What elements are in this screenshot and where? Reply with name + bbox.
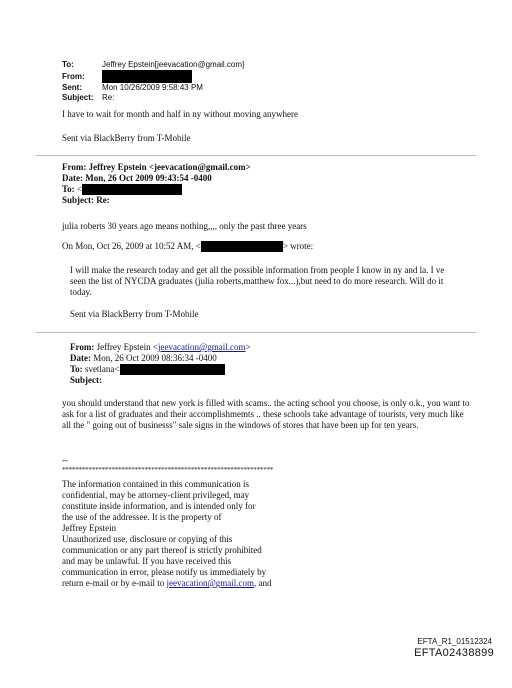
subject-value: Re:: [96, 195, 110, 206]
msg1-body: I have to wait for month and half in ny without moving anywhere: [62, 109, 298, 119]
signature-dashes: --: [62, 455, 68, 465]
from-name: Jeffrey Epstein <: [96, 342, 158, 352]
redaction-block: [201, 241, 283, 252]
bates-stamp-1: EFTA_R1_01512324: [417, 637, 492, 646]
to-value: <: [76, 184, 83, 194]
msg2-quote-intro: [62, 241, 482, 252]
msg3-body: you should understand that new york is filled with scams.. the acting school you choose, is only o.k., you want to ask for a list of graduates and their accomplishmemts .. these schools take advantage of tourists, very much like all the " going out of businesss" sale signs in the windows of stores that have been up for ten years.: [62, 398, 470, 430]
subject-label: Subject:: [62, 195, 94, 206]
msg1-signature: Sent via BlackBerry from T-Mobile: [62, 133, 191, 143]
redaction-block: [82, 184, 182, 195]
from-label: From:: [62, 162, 87, 172]
msg2-body: julia roberts 30 years ago means nothing,,,, only the past three years: [62, 221, 307, 231]
to-value: svetlana<: [84, 364, 120, 374]
msg2-from-row: [62, 162, 462, 173]
msg1-header: [62, 60, 442, 103]
bates-stamp-2: EFTA02438899: [414, 647, 494, 659]
msg3-subject-row: [70, 375, 470, 386]
msg2-to-row: [62, 184, 462, 195]
divider: [36, 332, 476, 333]
msg1-subject-row: [62, 93, 442, 103]
msg2-header: [62, 162, 462, 206]
subject-label: Subject:: [62, 93, 94, 102]
msg2-subject-row: [62, 195, 462, 206]
divider: [36, 155, 476, 156]
msg2-quote-signature: Sent via BlackBerry from T-Mobile: [70, 309, 199, 319]
disclaimer-line: confidential, may be attorney-client privileged, may: [62, 490, 250, 500]
msg1-sent-row: [62, 83, 442, 93]
date-value: Mon, 26 Oct 2009 08:36:34 -0400: [93, 353, 217, 363]
quote-intro-end: > wrote:: [282, 241, 314, 251]
disclaimer-line: Unauthorized use, disclosure or copying of this: [62, 534, 233, 544]
from-label: From:: [70, 342, 95, 352]
subject-value: Re:: [102, 93, 115, 102]
footer-email-link[interactable]: jeevacation@gmail.com: [166, 578, 254, 588]
quote-intro-text: On Mon, Oct 26, 2009 at 10:52 AM, <: [62, 241, 201, 251]
sent-value: Mon 10/26/2009 9:58:43 PM: [102, 83, 203, 92]
to-value: Jeffrey Epstein[jeevacation@gmail.com]: [102, 60, 245, 69]
disclaimer-line: Jeffrey Epstein: [62, 523, 117, 533]
to-label: To:: [70, 364, 83, 374]
last-line-end: , and: [253, 578, 272, 588]
from-email-link[interactable]: jeevacation@gmail.com: [157, 342, 246, 352]
disclaimer-line: communication or any part thereof is strictly prohibited: [62, 545, 262, 555]
from-label: From:: [62, 71, 85, 81]
disclaimer-line: constitute inside information, and is intended only for: [62, 501, 256, 511]
last-line-text: return e-mail or by e-mail to: [62, 578, 167, 588]
from-end: >: [245, 342, 251, 352]
star-separator: ****************************************************************: [62, 466, 274, 474]
msg1-to-row: [62, 60, 442, 70]
subject-label: Subject:: [70, 375, 102, 386]
disclaimer-line: and may be unlawful. If you have received this: [62, 556, 232, 566]
date-label: Date:: [70, 353, 91, 363]
msg1-from-row: [62, 70, 442, 83]
date-value: Mon, 26 Oct 2009 09:43:54 -0400: [85, 173, 212, 183]
msg3-date-row: [70, 353, 470, 364]
msg2-date-row: [62, 173, 462, 184]
msg3-from-row: [70, 342, 470, 353]
sent-label: Sent:: [62, 83, 82, 92]
msg2-quote-body: I will make the research today and get all the possible information from people I know in ny and la. I ve seen the list of NYCDA graduates (julia roberts,matthew fox...),but need to do more research. Will do it today.: [70, 265, 445, 297]
disclaimer-line: the use of the addressee. It is the property of: [62, 512, 222, 522]
msg3-to-row: [70, 364, 470, 375]
disclaimer: [62, 479, 462, 589]
to-label: To:: [62, 60, 74, 69]
from-value: Jeffrey Epstein <jeevacation@gmail.com>: [88, 162, 251, 172]
to-label: To:: [62, 184, 75, 194]
date-label: Date:: [62, 173, 83, 183]
disclaimer-last-line: [62, 578, 462, 589]
redaction-block: [120, 364, 225, 375]
disclaimer-line: communication in error, please notify us immediately by: [62, 567, 267, 577]
redaction-block: [102, 70, 192, 83]
msg3-header: [70, 342, 470, 386]
disclaimer-line: The information contained in this communication is: [62, 479, 249, 489]
